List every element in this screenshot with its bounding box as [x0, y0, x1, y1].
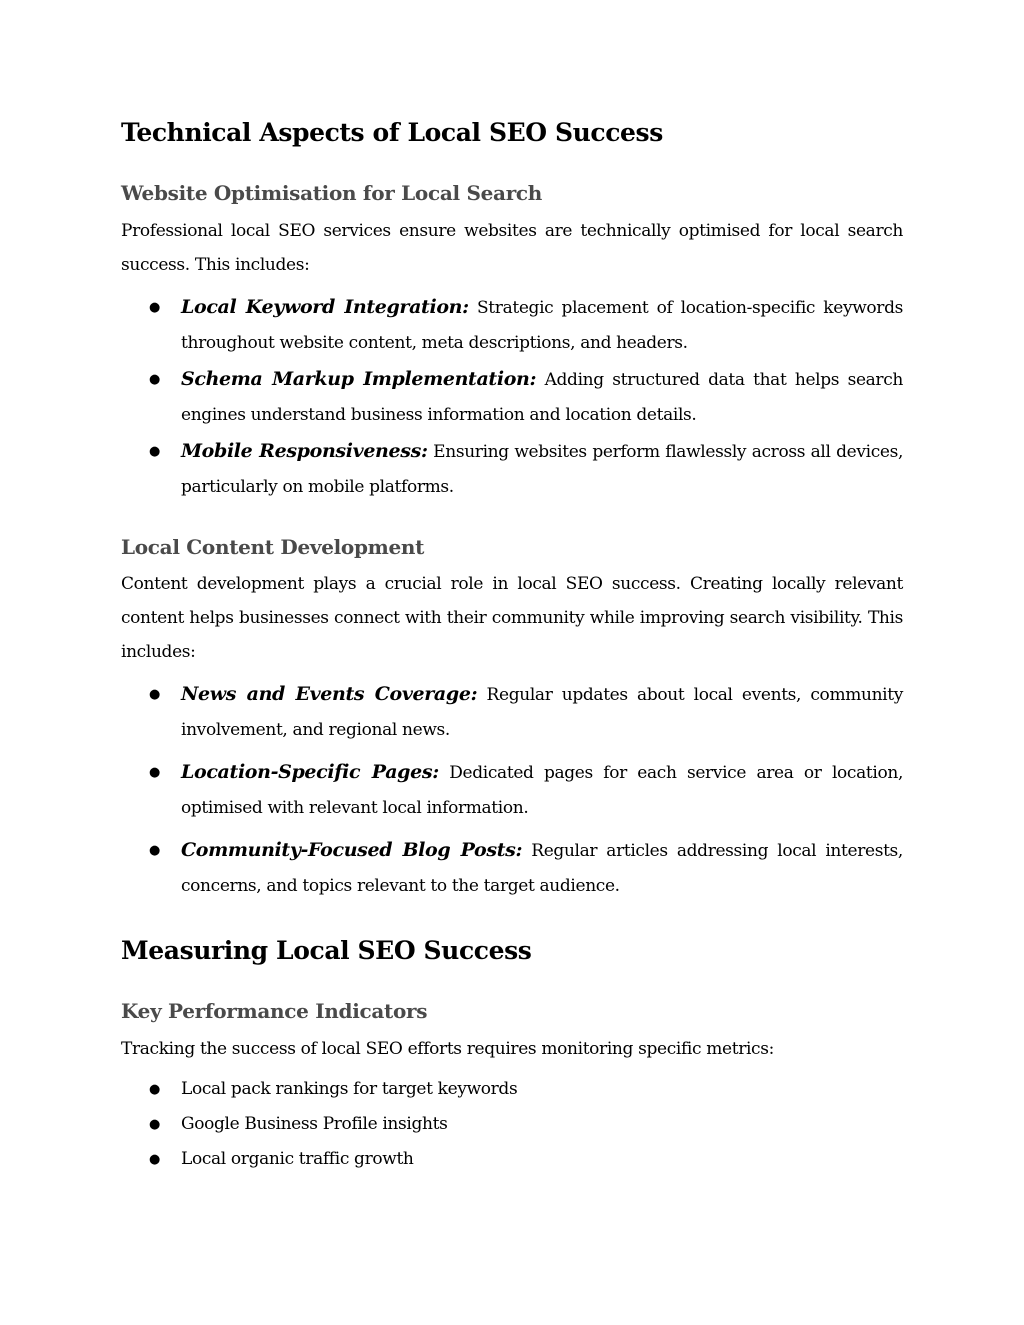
list-item-term: Local Keyword Integration:: [181, 296, 469, 318]
list-item: [121, 833, 903, 904]
paragraph-website-optimisation: Professional local SEO services ensure websites are technically optimised for local search success. This includes:: [121, 221, 903, 275]
bullet-icon: ●: [149, 1117, 160, 1132]
list-item-text: Local pack rankings for target keywords: [181, 1079, 518, 1099]
list-kpi: [121, 1072, 903, 1177]
bullet-icon: ●: [149, 765, 160, 780]
list-item-text: Regular articles addressing local interests, concerns, and topics relevant to the target audience.: [181, 841, 903, 896]
list-local-content: [121, 677, 903, 911]
bullet-icon: ●: [149, 1082, 160, 1097]
list-item: [121, 290, 903, 361]
list-item-text: Strategic placement of location-specific keywords throughout website content, meta descriptions, and headers.: [181, 298, 903, 353]
bullet-icon: ●: [149, 300, 160, 315]
subheading-local-content: Local Content Development: [121, 535, 425, 559]
list-item: [121, 1107, 903, 1142]
bullet-icon: ●: [149, 444, 160, 459]
list-item-text: Google Business Profile insights: [181, 1114, 448, 1134]
bullet-icon: ●: [149, 1152, 160, 1167]
bullet-icon: ●: [149, 687, 160, 702]
list-item-text: Dedicated pages for each service area or location, optimised with relevant local information.: [181, 763, 903, 818]
subheading-kpi: Key Performance Indicators: [121, 999, 428, 1023]
list-website-optimisation: [121, 290, 903, 505]
list-item: [121, 362, 903, 433]
list-item-text: Regular updates about local events, community involvement, and regional news.: [181, 685, 903, 740]
list-item: [121, 434, 903, 505]
list-item-text: Local organic traffic growth: [181, 1149, 414, 1169]
subheading-website-optimisation: Website Optimisation for Local Search: [121, 181, 543, 205]
list-item-text: Adding structured data that helps search engines understand business information and location details.: [181, 370, 903, 425]
list-item-term: News and Events Coverage:: [181, 683, 478, 705]
bullet-icon: ●: [149, 843, 160, 858]
paragraph-local-content: Content development plays a crucial role in local SEO success. Creating locally relevant content helps businesses connect with their community while improving search visibility. This includes:: [121, 574, 903, 662]
section-title-technical: Technical Aspects of Local SEO Success: [121, 118, 663, 147]
list-item: [121, 1142, 903, 1177]
list-item-term: Schema Markup Implementation:: [181, 368, 537, 390]
list-item-term: Mobile Responsiveness:: [181, 440, 428, 462]
list-item: [121, 755, 903, 826]
list-item-text: Ensuring websites perform flawlessly across all devices, particularly on mobile platforms.: [181, 442, 904, 497]
bullet-icon: ●: [149, 372, 160, 387]
list-item: [121, 677, 903, 748]
list-item: [121, 1072, 903, 1107]
paragraph-kpi: Tracking the success of local SEO efforts requires monitoring specific metrics:: [121, 1039, 774, 1059]
section-title-measuring: Measuring Local SEO Success: [121, 936, 532, 965]
list-item-term: Community-Focused Blog Posts:: [181, 839, 523, 861]
list-item-term: Location-Specific Pages:: [181, 761, 439, 783]
